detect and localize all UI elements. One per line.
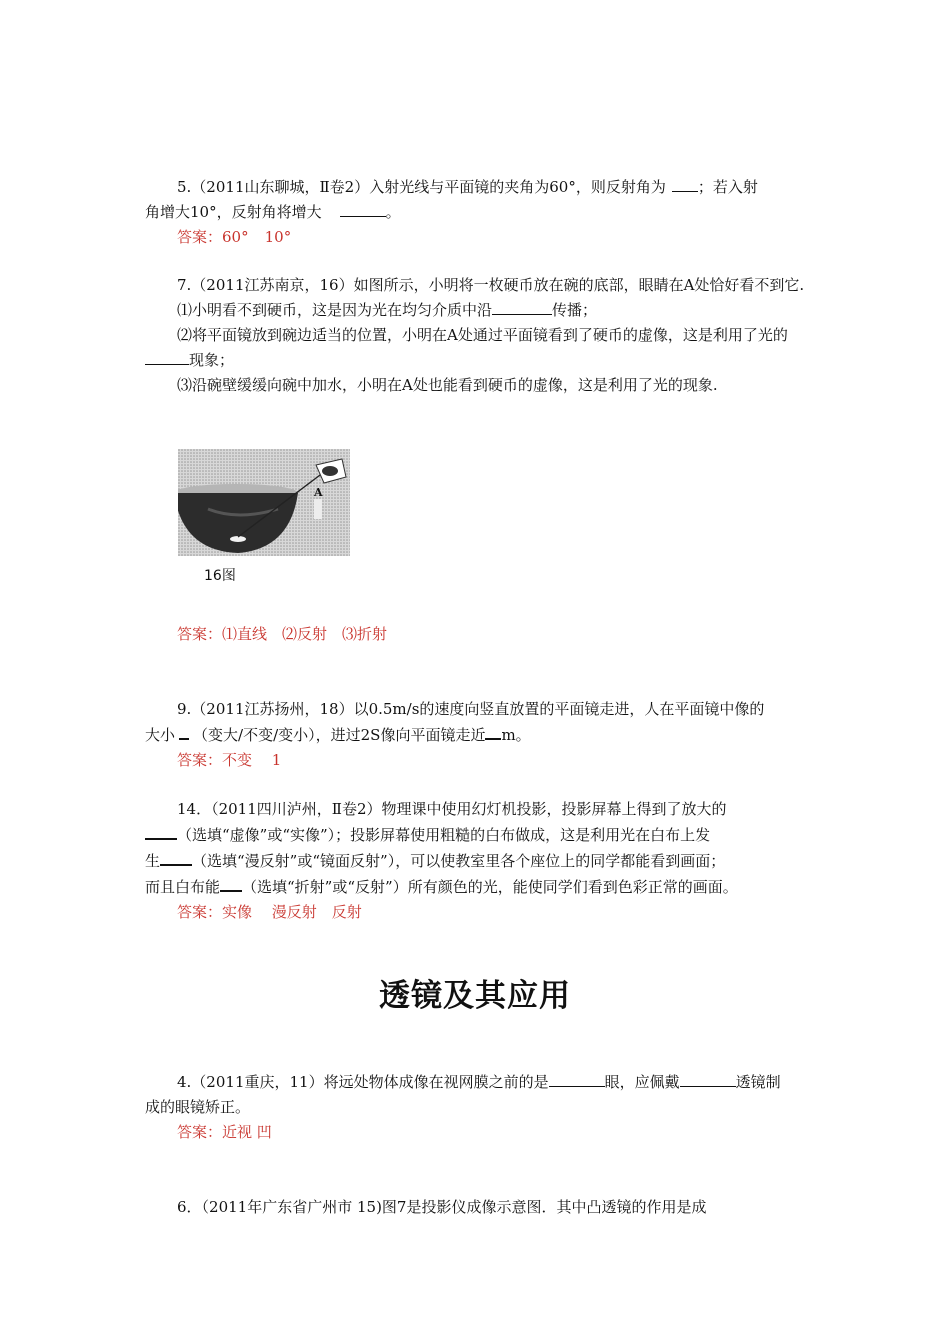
- question-14: 14．（2011四川泸州，Ⅱ卷2）物理课中使用幻灯机投影，投影屏幕上得到了放大的 （选填“虚像”或“实像”）；投影屏幕使用粗糙的白布做成，这是利用光在白布上发 生 （选填“漫反射”或“镜面反射”），可以使教室里各个座位上的同学都能看到画面； 而且白布能 （选填“折射”或“反射”）所有颜色的光，能使同学们看到色彩正常的画面。 答案：实像 漫反射 反射: [145, 797, 815, 925]
- q5-text-1b: ；若入射: [697, 178, 758, 196]
- blank: [485, 722, 501, 740]
- q5-text-1a: 5.（2011山东聊城，Ⅱ卷2）入射光线与平面镜的夹角为60°，则反射角为: [177, 178, 666, 196]
- section-title: 透镜及其应用: [379, 978, 571, 1014]
- q7-answer-block: [145, 622, 815, 647]
- q14-text-1: 14．（2011四川泸州，Ⅱ卷2）物理课中使用幻灯机投影，投影屏幕上得到了放大的: [177, 800, 727, 818]
- blank: [672, 175, 698, 192]
- blank: [160, 848, 192, 866]
- question-9: 9.（2011江苏扬州，18）以0.5m/s的速度向竖直放置的平面镜走进，人在平面镜中像的 大小 （变大/不变/变小），进过2S像向平面镜走近 m。 答案：不变 1: [145, 697, 815, 773]
- q5-text-2b: 。: [385, 203, 401, 221]
- q7-part3: ⑶沿碗壁缓缓向碗中加水，小明在A处也能看到硬币的虚像，这是利用了光的现象.: [177, 376, 718, 394]
- point-a-label: A: [314, 486, 323, 499]
- lens-question-4: 4.（2011重庆，11）将远处物体成像在视网膜之前的是 眼，应佩戴 透镜制 成的眼镜矫正。 答案：近视 凹: [145, 1070, 815, 1145]
- l4-text-2: 成的眼镜矫正。: [145, 1098, 251, 1116]
- blank: [179, 722, 189, 740]
- bowl-coin-image: [178, 449, 350, 556]
- q5-text-2a: 角增大10°，反射角将增大: [145, 203, 322, 221]
- blank: [145, 822, 177, 840]
- q7-answer: 答案：⑴直线 ⑵反射 ⑶折射: [177, 625, 388, 643]
- question-5: [145, 175, 815, 250]
- blank: [492, 298, 552, 315]
- l4-answer: 答案：近视 凹: [177, 1123, 272, 1141]
- q14-answer: 答案：实像 漫反射 反射: [177, 903, 362, 921]
- blank: [549, 1070, 605, 1087]
- q5-answer: 答案：60° 10°: [177, 228, 292, 246]
- blank: [220, 874, 242, 892]
- q9-answer: 答案：不变 1: [177, 751, 282, 769]
- blank: [145, 348, 189, 365]
- question-7: 7.（2011江苏南京，16）如图所示，小明将一枚硬币放在碗的底部，眼睛在A处恰好看不到它. ⑴小明看不到硬币，这是因为光在均匀介质中沿 传播； ⑵将平面镜放到碗边适当的位置，小明在A处通过平面镜看到了硬币的虚像，这是利用了光的现象； ⑶沿碗壁缓缓向碗中加水，小明在A处也能看到硬币的虚像，这是利用了光的现象.: [145, 273, 815, 398]
- l6-text-1: 6．（2011年广东省广州市 15)图7是投影仪成像示意图．其中凸透镜的作用是成: [177, 1198, 707, 1216]
- blank: [340, 200, 386, 217]
- q9-text-1: 9.（2011江苏扬州，18）以0.5m/s的速度向竖直放置的平面镜走进，人在平面镜中像的: [177, 700, 765, 718]
- q7-stem: 7.（2011江苏南京，16）如图所示，小明将一枚硬币放在碗的底部，眼睛在A处恰好看不到它.: [177, 276, 805, 294]
- figure-caption: 16图: [204, 568, 236, 584]
- bowl-figure: [178, 449, 350, 556]
- lens-question-6: [145, 1195, 815, 1220]
- blank: [680, 1070, 736, 1087]
